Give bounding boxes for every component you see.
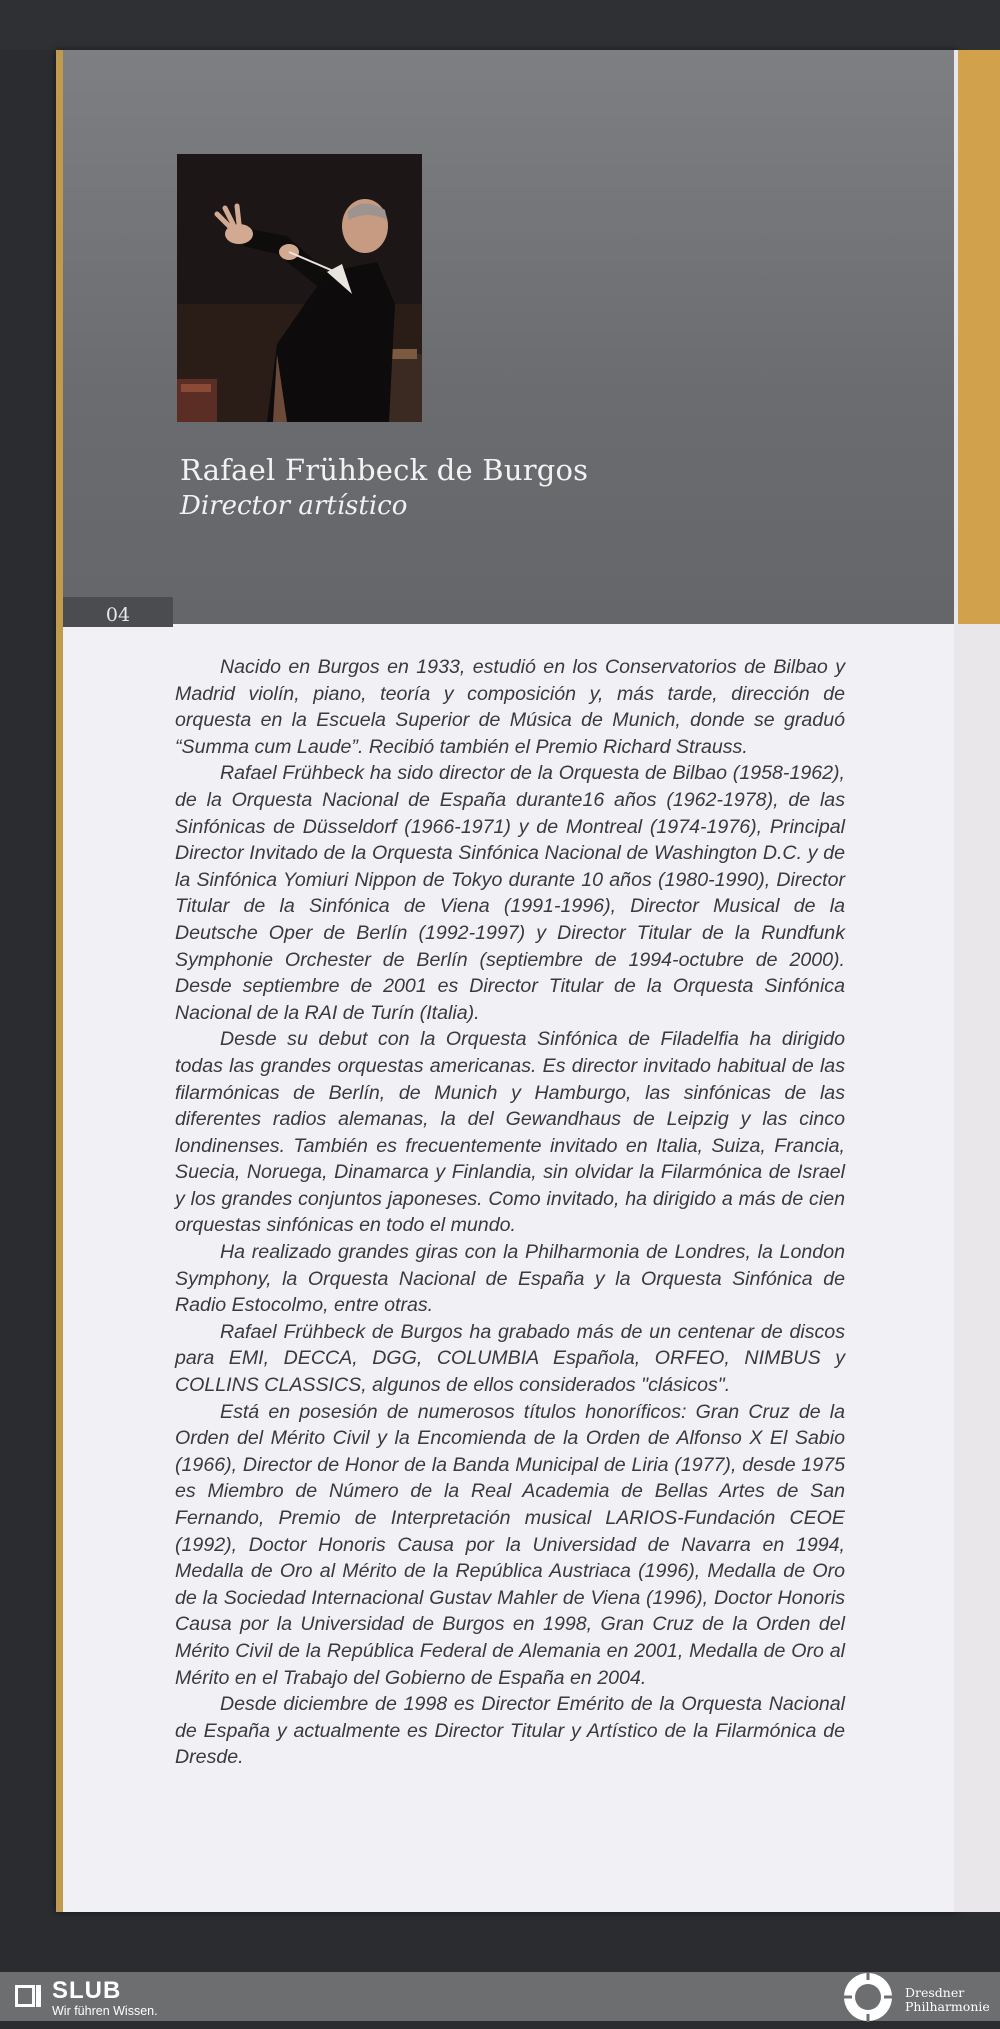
gold-edge-stripe [56, 50, 63, 1912]
slub-slogan: Wir führen Wissen. [52, 2004, 158, 2018]
page-number: 04 [63, 597, 173, 627]
book-icon [14, 1983, 42, 2014]
slub-name[interactable]: SLUB [52, 1977, 122, 2004]
conductor-photo [177, 154, 422, 422]
paragraph: Rafael Frühbeck de Burgos ha grabado más de un centenar de discos para EMI, DECCA, DGG, COLUMBIA Española, ORFEO, NIMBUS y COLLINS CLASSICS, algunos de ellos considerados "clásicos". [175, 1320, 845, 1397]
biography-text [175, 654, 845, 1771]
philharmonie-text: Philharmonie [905, 1999, 990, 2014]
conductor-photo-icon [177, 154, 422, 422]
conductor-role: Director artístico [180, 491, 408, 521]
paragraph: Está en posesión de numerosos títulos honoríficos: Gran Cruz de la Orden del Mérito Civil y la Encomienda de la Orden de Alfonso X El Sabio (1966), Director de Honor de la Banda Municipal de Liria (1977), desde 1975 es Miembro de Número de la Real Academia de Bellas Artes de San Fernando, Premio de Interpretación musical LARIOS-Fundación CEOE (1992), Doctor Honoris Causa por la Universidad de Navarra en 1994, Medalla de Oro al Mérito de la República Austriaca (1996), Medalla de Oro de la Sociedad Internacional Gustav Mahler de Viena (1996), Doctor Honoris Causa por la Universidad de Burgos en 1998, Gran Cruz de la Orden del Mérito Civil de la República Federal de Alemania en 2001, Medalla de Oro al Mérito en el Trabajo del Gobierno de España en 2004. [175, 1400, 845, 1689]
conductor-name: Rafael Frühbeck de Burgos [180, 453, 589, 487]
brochure-page [56, 50, 958, 1912]
dresdner-philharmonie-logo-icon[interactable] [840, 1970, 896, 2029]
dresdner-text: Dresdner [905, 1985, 965, 2000]
next-page-gold-band [958, 50, 1000, 624]
header-band [63, 50, 958, 624]
paragraph: Nacido en Burgos en 1933, estudió en los Conservatorios de Bilbao y Madrid violín, piano, teoría y composición y, más tarde, dirección de orquesta en la Escuela Superior de Música de Munich, donde se graduó “Summa cum Laude”. Recibió también el Premio Richard Strauss. [175, 656, 845, 758]
paragraph: Desde su debut con la Orquesta Sinfónica de Filadelfia ha dirigido todas las grandes orquestas americanas. Es director invitado habitual de las filarmónicas de Berlín, de Munich y Hamburgo, las sinfónicas de las diferentes radios alemanas, la del Gewandhaus de Leipzig y las cinco londinenses. También es frecuentemente invitado en Italia, Suiza, Francia, Suecia, Noruega, Dinamarca y Finlandia, sin olvidar la Filarmónica de Israel y los grandes conjuntos japoneses. Como invitado, ha dirigido a más de cien orquestas sinfónicas en todo el mundo. [175, 1028, 845, 1237]
scan-background-top [0, 0, 1000, 50]
paragraph: Rafael Frühbeck ha sido director de la Orquesta de Bilbao (1958-1962), de la Orquesta Nacional de España durante16 años (1962-1978), de las Sinfónicas de Düsseldorf (1966-1971) y de Montreal (1974-1976), Principal Director Invitado de la Orquesta Sinfónica Nacional de Washington D.C. y de la Sinfónica Yomiuri Nippon de Tokyo durante 10 años (1980-1990), Director Titular de la Sinfónica de Viena (1991-1996), Director Musical de la Deutsche Oper de Berlín (1992-1997) y Director Titular de la Rundfunk Symphonie Orchester de Berlín (septiembre de 1994-octubre de 2000). Desde septiembre de 2001 es Director Titular de la Orquesta Sinfónica Nacional de la RAI de Turín (Italia). [175, 762, 845, 1024]
paragraph: Desde diciembre de 1998 es Director Emérito de la Orquesta Nacional de España y actualmente es Director Titular y Artístico de la Filarmónica de Dresde. [175, 1693, 845, 1769]
paragraph: Ha realizado grandes giras con la Philharmonia de Londres, la London Symphony, la Orquesta Nacional de España y la Orquesta Sinfónica de Radio Estocolmo, entre otras. [175, 1241, 845, 1317]
